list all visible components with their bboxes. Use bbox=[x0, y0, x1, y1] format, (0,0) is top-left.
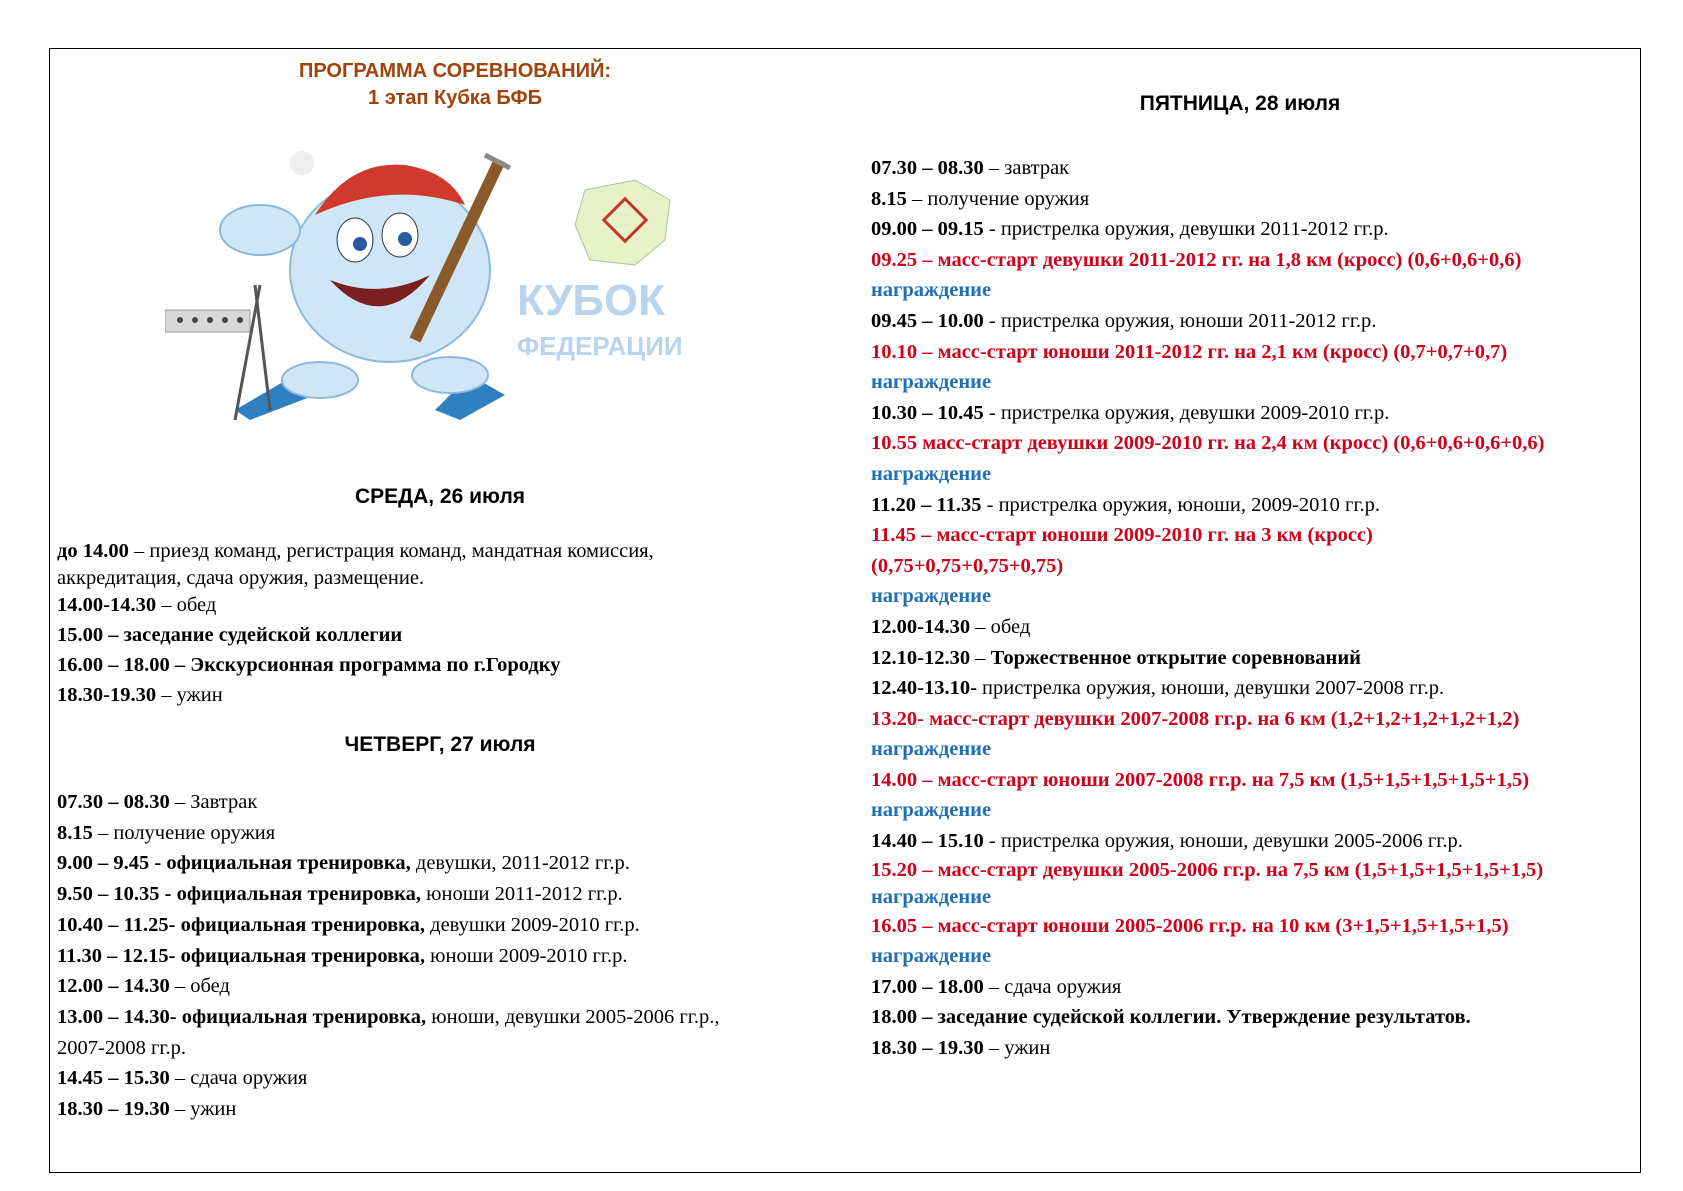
schedule-item: 13.00 – 14.30- официальная тренировка, юноши, девушки 2005-2006 гг.р., bbox=[57, 1005, 720, 1028]
race-item: 16.05 – масс-старт юноши 2005-2006 гг.р. на 10 км (3+1,5+1,5+1,5+1,5) bbox=[871, 914, 1509, 937]
schedule-item: 07.30 – 08.30 – Завтрак bbox=[57, 791, 258, 813]
schedule-item-cont: 2007-2008 гг.р. bbox=[57, 1036, 186, 1059]
race-item: 14.00 – масс-старт юноши 2007-2008 гг.р. на 7,5 км (1,5+1,5+1,5+1,5+1,5) bbox=[871, 768, 1530, 791]
schedule-item: 8.15 – получение оружия bbox=[871, 187, 1090, 210]
schedule-item: 14.00-14.30 – обед bbox=[57, 594, 217, 616]
schedule-item: 8.15 – получение оружия bbox=[57, 821, 276, 844]
schedule-item: 11.30 – 12.15- официальная тренировка, юноши 2009-2010 гг.р. bbox=[57, 944, 628, 967]
schedule-item: 10.30 – 10.45 - пристрелка оружия, девушки 2009-2010 гг.р. bbox=[871, 401, 1390, 424]
race-item: 10.10 – масс-старт юноши 2011-2012 гг. на 2,1 км (кросс) (0,7+0,7+0,7) bbox=[871, 340, 1508, 363]
schedule-item: 07.30 – 08.30 – завтрак bbox=[871, 157, 1070, 179]
mascot-illustration bbox=[165, 120, 725, 430]
race-item: 09.25 – масс-старт девушки 2011-2012 гг. на 1,8 км (кросс) (0,6+0,6+0,6) bbox=[871, 248, 1522, 271]
logo-word-kubok: КУБОК bbox=[517, 276, 666, 325]
schedule-item: 12.10-12.30 – Торжественное открытие соревнований bbox=[871, 646, 1361, 669]
logo-word-federatsii: ФЕДЕРАЦИИ bbox=[517, 331, 683, 361]
award-item: награждение bbox=[871, 371, 992, 394]
snowball-body bbox=[290, 178, 490, 362]
schedule-item: до 14.00 – приезд команд, регистрация команд, мандатная комиссия, bbox=[57, 540, 654, 562]
schedule-item: 18.30 – 19.30 – ужин bbox=[871, 1037, 1051, 1060]
schedule-item-cont: аккредитация, сдача оружия, размещение. bbox=[57, 567, 425, 589]
award-item: награждение bbox=[871, 279, 992, 302]
friday-schedule bbox=[871, 153, 1544, 1064]
race-item-cont: (0,75+0,75+0,75+0,75) bbox=[871, 554, 1064, 577]
schedule-item: 18.00 – заседание судейской коллегии. Утверждение результатов. bbox=[871, 1006, 1471, 1029]
award-item: награждение bbox=[871, 462, 992, 485]
race-item: 10.55 масс-старт девушки 2009-2010 гг. на 2,4 км (кросс) (0,6+0,6+0,6+0,6) bbox=[871, 432, 1545, 455]
schedule-item: 11.20 – 11.35 - пристрелка оружия, юноши, 2009-2010 гг.р. bbox=[871, 493, 1381, 516]
award-item: награждение bbox=[871, 945, 992, 968]
schedule-item: 10.40 – 11.25- официальная тренировка, девушки 2009-2010 гг.р. bbox=[57, 913, 640, 936]
schedule-item: 09.45 – 10.00 - пристрелка оружия, юноши 2011-2012 гг.р. bbox=[871, 309, 1377, 332]
schedule-item: 12.40-13.10- пристрелка оружия, юноши, девушки 2007-2008 гг.р. bbox=[871, 677, 1445, 700]
friday-heading: ПЯТНИЦА, 28 июля bbox=[1139, 92, 1341, 115]
thursday-schedule bbox=[57, 787, 720, 1125]
program-title: ПРОГРАММА СОРЕВНОВАНИЙ: bbox=[298, 60, 612, 82]
hand bbox=[220, 205, 300, 255]
award-item: награждение bbox=[871, 585, 992, 608]
race-item: 13.20- масс-старт девушки 2007-2008 гг.р. на 6 км (1,2+1,2+1,2+1,2+1,2) bbox=[871, 707, 1520, 730]
award-item: награждение bbox=[871, 738, 992, 761]
program-subtitle: 1 этап Кубка БФБ bbox=[368, 87, 542, 109]
award-item: награждение bbox=[871, 799, 992, 822]
schedule-item: 18.30 – 19.30 – ужин bbox=[57, 1098, 237, 1121]
schedule-item: 12.00 – 14.30 – обед bbox=[57, 975, 230, 998]
race-item: 11.45 – масс-старт юноши 2009-2010 гг. на 3 км (кросс) bbox=[871, 524, 1373, 547]
schedule-item: 12.00-14.30 – обед bbox=[871, 615, 1031, 638]
wednesday-schedule bbox=[57, 538, 654, 709]
belarus-map-emblem bbox=[575, 180, 670, 265]
schedule-item: 18.30-19.30 – ужин bbox=[57, 684, 223, 706]
schedule-item: 09.00 – 09.15 - пристрелка оружия, девушки 2011-2012 гг.р. bbox=[871, 218, 1389, 241]
schedule-item: 15.00 – заседание судейской коллегии bbox=[57, 624, 403, 646]
schedule-item: 9.50 – 10.35 - официальная тренировка, юноши 2011-2012 гг.р. bbox=[57, 883, 623, 906]
schedule-item: 9.00 – 9.45 - официальная тренировка, девушки, 2011-2012 гг.р. bbox=[57, 852, 630, 875]
schedule-item: 16.00 – 18.00 – Экскурсионная программа по г.Городку bbox=[57, 654, 561, 676]
award-item: награждение bbox=[871, 885, 992, 908]
wednesday-heading: СРЕДА, 26 июля bbox=[354, 485, 526, 508]
schedule-item: 17.00 – 18.00 – сдача оружия bbox=[871, 975, 1122, 998]
schedule-item: 14.40 – 15.10 - пристрелка оружия, юноши, девушки 2005-2006 гг.р. bbox=[871, 830, 1463, 853]
race-item: 15.20 – масс-старт девушки 2005-2006 гг.р. на 7,5 км (1,5+1,5+1,5+1,5+1,5) bbox=[871, 858, 1544, 881]
schedule-item: 14.45 – 15.30 – сдача оружия bbox=[57, 1067, 308, 1090]
thursday-heading: ЧЕТВЕРГ, 27 июля bbox=[344, 733, 536, 756]
